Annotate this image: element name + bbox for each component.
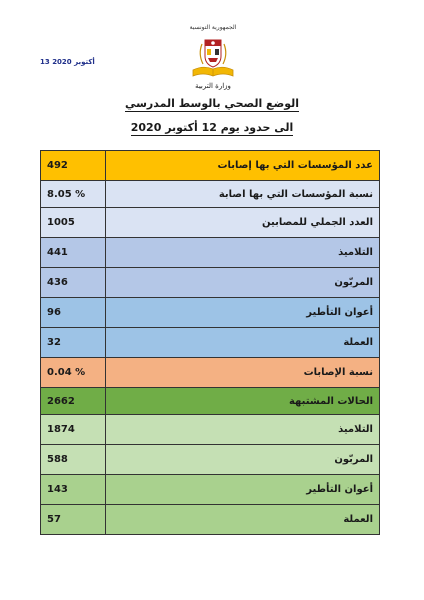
table-row bbox=[41, 238, 380, 268]
stat-label: نسبة المؤسسات التي بها اصابة bbox=[106, 181, 380, 208]
table-row bbox=[41, 475, 380, 505]
table-row bbox=[41, 268, 380, 298]
stat-value: 0.04 % bbox=[41, 358, 106, 388]
stat-label: أعوان التأطير bbox=[106, 298, 380, 328]
stat-label: عدد المؤسسات التي بها إصابات bbox=[106, 151, 380, 181]
ministry-emblem bbox=[185, 24, 241, 96]
ministry-name: وزارة التربية bbox=[195, 82, 231, 90]
republic-heading: الجمهورية التونسية bbox=[189, 24, 237, 31]
stat-value: 441 bbox=[41, 238, 106, 268]
tunisia-coat-of-arms-icon bbox=[185, 32, 241, 82]
table-row bbox=[41, 208, 380, 238]
table-row bbox=[41, 181, 380, 208]
stat-label: أعوان التأطير bbox=[106, 475, 380, 505]
stat-label: التلاميذ bbox=[106, 415, 380, 445]
report-title bbox=[0, 97, 424, 110]
table-row bbox=[41, 298, 380, 328]
table-row bbox=[41, 388, 380, 415]
stat-label: العملة bbox=[106, 328, 380, 358]
stat-value: 96 bbox=[41, 298, 106, 328]
stat-value: 588 bbox=[41, 445, 106, 475]
table-row bbox=[41, 151, 380, 181]
stat-value: 492 bbox=[41, 151, 106, 181]
stat-label: المربّون bbox=[106, 268, 380, 298]
report-subtitle-text: الى حدود يوم 12 أكتوبر 2020 bbox=[130, 121, 294, 134]
stat-value: 436 bbox=[41, 268, 106, 298]
stat-value: 57 bbox=[41, 505, 106, 535]
stat-value: 2662 bbox=[41, 388, 106, 415]
report-date: 13 أكتوبر 2020 bbox=[40, 58, 95, 66]
stat-label: العملة bbox=[106, 505, 380, 535]
table-row bbox=[41, 445, 380, 475]
stat-label: العدد الجملي للمصابين bbox=[106, 208, 380, 238]
stat-value: 1005 bbox=[41, 208, 106, 238]
stat-label: التلاميذ bbox=[106, 238, 380, 268]
table-row bbox=[41, 328, 380, 358]
stat-value: 143 bbox=[41, 475, 106, 505]
table-row bbox=[41, 415, 380, 445]
stat-label: المربّون bbox=[106, 445, 380, 475]
table-row bbox=[41, 505, 380, 535]
stat-value: 1874 bbox=[41, 415, 106, 445]
stat-value: 32 bbox=[41, 328, 106, 358]
health-stats-table bbox=[40, 150, 380, 535]
report-subtitle bbox=[0, 121, 424, 134]
stat-label: الحالات المشتبهة bbox=[106, 388, 380, 415]
table-row bbox=[41, 358, 380, 388]
report-title-text: الوضع الصحي بالوسط المدرسي bbox=[124, 97, 300, 110]
stat-value: 8.05 % bbox=[41, 181, 106, 208]
stat-label: نسبة الإصابات bbox=[106, 358, 380, 388]
